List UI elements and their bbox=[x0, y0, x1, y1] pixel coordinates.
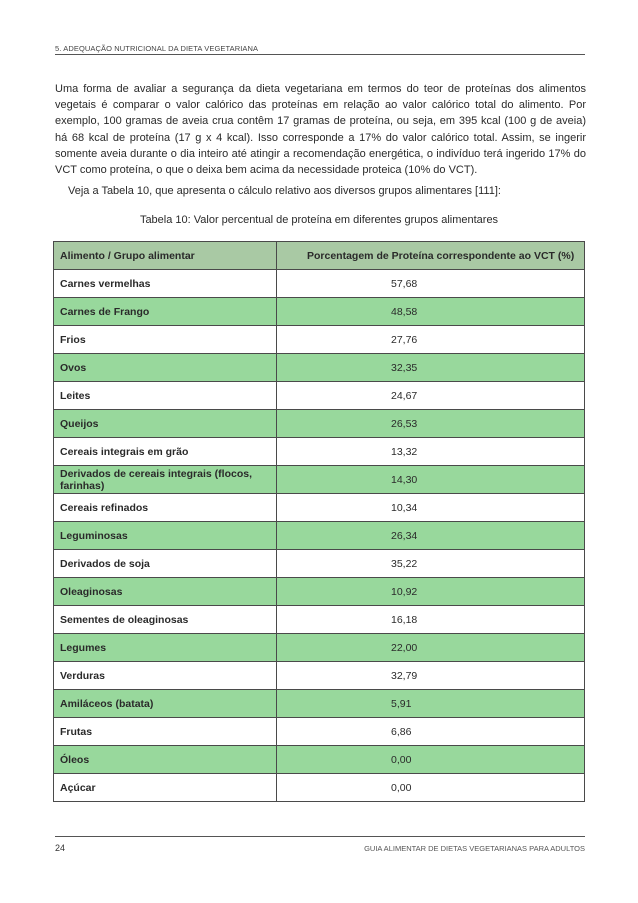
food-group-cell: Queijos bbox=[54, 410, 277, 438]
protein-percent-cell: 35,22 bbox=[277, 550, 585, 578]
table-row bbox=[54, 298, 585, 326]
protein-percent-cell: 22,00 bbox=[277, 634, 585, 662]
running-footer-title: GUIA ALIMENTAR DE DIETAS VEGETARIANAS PARA ADULTOS bbox=[364, 844, 585, 853]
protein-percent-cell: 27,76 bbox=[277, 326, 585, 354]
food-group-cell: Açúcar bbox=[54, 774, 277, 802]
table-row bbox=[54, 634, 585, 662]
table-caption: Tabela 10: Valor percentual de proteína em diferentes grupos alimentares bbox=[139, 214, 499, 226]
body-paragraph: Uma forma de avaliar a segurança da dieta vegetariana em termos do teor de proteínas dos alimentos vegetais é comparar o valor calórico das proteínas em relação ao valor calórico total do alimento. Por exemplo, 100 gramas de aveia crua contêm 17 gramas de proteína, ou seja, em 395 kcal (100 g de aveia) há 68 kcal de proteína (17 g x 4 kcal). Isso corresponde a 17% do valor calórico total. Assim, se ingerir somente aveia durante o dia inteiro até atingir a recomendação energética, o indivíduo terá ingerido 17% do VCT como proteína, o que o deixa bem acima da necessidade proteica (10% do VCT). bbox=[55, 83, 586, 177]
food-group-cell: Legumes bbox=[54, 634, 277, 662]
food-group-cell: Leites bbox=[54, 382, 277, 410]
footer-divider bbox=[55, 836, 585, 837]
table-body bbox=[54, 270, 585, 802]
protein-percent-cell: 14,30 bbox=[277, 466, 585, 494]
protein-percent-cell: 32,35 bbox=[277, 354, 585, 382]
protein-percent-cell: 32,79 bbox=[277, 662, 585, 690]
protein-percent-cell: 0,00 bbox=[277, 774, 585, 802]
food-group-cell: Verduras bbox=[54, 662, 277, 690]
protein-percent-cell: 26,53 bbox=[277, 410, 585, 438]
protein-percent-cell: 16,18 bbox=[277, 606, 585, 634]
protein-percent-cell: 57,68 bbox=[277, 270, 585, 298]
protein-percent-cell: 48,58 bbox=[277, 298, 585, 326]
food-group-cell: Óleos bbox=[54, 746, 277, 774]
table-row bbox=[54, 438, 585, 466]
food-group-cell: Cereais refinados bbox=[54, 494, 277, 522]
food-group-cell: Frios bbox=[54, 326, 277, 354]
food-group-cell: Carnes vermelhas bbox=[54, 270, 277, 298]
table-row bbox=[54, 690, 585, 718]
food-group-cell: Carnes de Frango bbox=[54, 298, 277, 326]
table-row bbox=[54, 326, 585, 354]
table-row bbox=[54, 606, 585, 634]
protein-percent-cell: 26,34 bbox=[277, 522, 585, 550]
food-group-cell: Derivados de soja bbox=[54, 550, 277, 578]
column-header-food: Alimento / Grupo alimentar bbox=[54, 242, 277, 270]
food-group-cell: Leguminosas bbox=[54, 522, 277, 550]
table-row bbox=[54, 410, 585, 438]
protein-table bbox=[53, 241, 585, 802]
table-row bbox=[54, 662, 585, 690]
protein-percent-cell: 6,86 bbox=[277, 718, 585, 746]
food-group-cell: Sementes de oleaginosas bbox=[54, 606, 277, 634]
protein-percent-cell: 5,91 bbox=[277, 690, 585, 718]
food-group-cell: Oleaginosas bbox=[54, 578, 277, 606]
running-header: 5. ADEQUAÇÃO NUTRICIONAL DA DIETA VEGETARIANA bbox=[55, 44, 259, 53]
table-row bbox=[54, 270, 585, 298]
table-row bbox=[54, 522, 585, 550]
food-group-cell: Frutas bbox=[54, 718, 277, 746]
protein-percent-cell: 10,34 bbox=[277, 494, 585, 522]
table-row bbox=[54, 578, 585, 606]
food-group-cell: Cereais integrais em grão bbox=[54, 438, 277, 466]
protein-percent-cell: 13,32 bbox=[277, 438, 585, 466]
food-group-cell: Ovos bbox=[54, 354, 277, 382]
header-divider bbox=[55, 54, 585, 55]
protein-percent-cell: 10,92 bbox=[277, 578, 585, 606]
table-row bbox=[54, 774, 585, 802]
food-group-cell: Amiláceos (batata) bbox=[54, 690, 277, 718]
page-number: 24 bbox=[55, 843, 66, 853]
table-row bbox=[54, 718, 585, 746]
table-row bbox=[54, 466, 585, 494]
table-intro-text: Veja a Tabela 10, que apresenta o cálculo relativo aos diversos grupos alimentares [111]: bbox=[68, 185, 501, 197]
column-header-protein-percent: Porcentagem de Proteína correspondente ao VCT (%) bbox=[277, 242, 585, 270]
table-row bbox=[54, 354, 585, 382]
table-header-row bbox=[54, 242, 585, 270]
table-row bbox=[54, 382, 585, 410]
protein-percent-cell: 24,67 bbox=[277, 382, 585, 410]
table-row bbox=[54, 550, 585, 578]
protein-percent-cell: 0,00 bbox=[277, 746, 585, 774]
table-row bbox=[54, 494, 585, 522]
food-group-cell: Derivados de cereais integrais (flocos, farinhas) bbox=[54, 466, 277, 494]
table-row bbox=[54, 746, 585, 774]
